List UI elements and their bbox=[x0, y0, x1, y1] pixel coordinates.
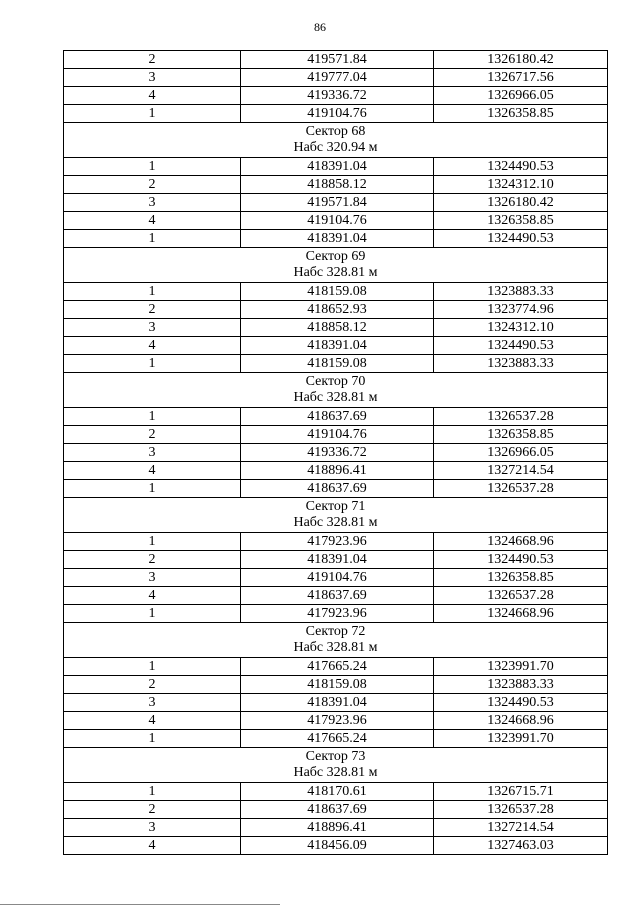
y-coordinate-cell: 1323883.33 bbox=[434, 283, 608, 301]
point-number-cell: 3 bbox=[64, 444, 241, 462]
sector-header-cell bbox=[64, 748, 608, 783]
table-row bbox=[64, 337, 608, 355]
coordinates-table bbox=[63, 50, 608, 855]
sector-header-row bbox=[64, 498, 608, 533]
point-number-cell: 3 bbox=[64, 194, 241, 212]
point-number-cell: 1 bbox=[64, 480, 241, 498]
y-coordinate-cell: 1324312.10 bbox=[434, 176, 608, 194]
point-number-cell: 1 bbox=[64, 605, 241, 623]
table-row bbox=[64, 426, 608, 444]
table-row bbox=[64, 569, 608, 587]
x-coordinate-cell: 417923.96 bbox=[241, 533, 434, 551]
point-number-cell: 3 bbox=[64, 569, 241, 587]
y-coordinate-cell: 1326180.42 bbox=[434, 194, 608, 212]
y-coordinate-cell: 1326358.85 bbox=[434, 569, 608, 587]
sector-header-cell bbox=[64, 498, 608, 533]
y-coordinate-cell: 1324668.96 bbox=[434, 712, 608, 730]
point-number-cell: 3 bbox=[64, 694, 241, 712]
y-coordinate-cell: 1326180.42 bbox=[434, 51, 608, 69]
table-row bbox=[64, 105, 608, 123]
y-coordinate-cell: 1324668.96 bbox=[434, 605, 608, 623]
y-coordinate-cell: 1326358.85 bbox=[434, 426, 608, 444]
table-row bbox=[64, 176, 608, 194]
point-number-cell: 1 bbox=[64, 283, 241, 301]
x-coordinate-cell: 418858.12 bbox=[241, 319, 434, 337]
x-coordinate-cell: 418896.41 bbox=[241, 819, 434, 837]
point-number-cell: 1 bbox=[64, 533, 241, 551]
x-coordinate-cell: 419104.76 bbox=[241, 426, 434, 444]
x-coordinate-cell: 418896.41 bbox=[241, 462, 434, 480]
table-row bbox=[64, 676, 608, 694]
y-coordinate-cell: 1326358.85 bbox=[434, 212, 608, 230]
x-coordinate-cell: 418391.04 bbox=[241, 158, 434, 176]
y-coordinate-cell: 1324668.96 bbox=[434, 533, 608, 551]
table-row bbox=[64, 212, 608, 230]
point-number-cell: 4 bbox=[64, 837, 241, 855]
x-coordinate-cell: 419571.84 bbox=[241, 51, 434, 69]
point-number-cell: 2 bbox=[64, 676, 241, 694]
sector-header-row bbox=[64, 623, 608, 658]
y-coordinate-cell: 1326358.85 bbox=[434, 105, 608, 123]
y-coordinate-cell: 1326966.05 bbox=[434, 444, 608, 462]
x-coordinate-cell: 417665.24 bbox=[241, 658, 434, 676]
point-number-cell: 2 bbox=[64, 801, 241, 819]
y-coordinate-cell: 1324312.10 bbox=[434, 319, 608, 337]
y-coordinate-cell: 1326715.71 bbox=[434, 783, 608, 801]
y-coordinate-cell: 1324490.53 bbox=[434, 230, 608, 248]
x-coordinate-cell: 417665.24 bbox=[241, 730, 434, 748]
table-row bbox=[64, 533, 608, 551]
y-coordinate-cell: 1326537.28 bbox=[434, 801, 608, 819]
x-coordinate-cell: 419571.84 bbox=[241, 194, 434, 212]
x-coordinate-cell: 418391.04 bbox=[241, 230, 434, 248]
x-coordinate-cell: 418159.08 bbox=[241, 355, 434, 373]
x-coordinate-cell: 418159.08 bbox=[241, 283, 434, 301]
point-number-cell: 1 bbox=[64, 230, 241, 248]
y-coordinate-cell: 1326537.28 bbox=[434, 587, 608, 605]
point-number-cell: 1 bbox=[64, 408, 241, 426]
x-coordinate-cell: 418159.08 bbox=[241, 676, 434, 694]
table-row bbox=[64, 158, 608, 176]
point-number-cell: 2 bbox=[64, 426, 241, 444]
table-row bbox=[64, 408, 608, 426]
x-coordinate-cell: 419104.76 bbox=[241, 105, 434, 123]
y-coordinate-cell: 1326537.28 bbox=[434, 408, 608, 426]
y-coordinate-cell: 1324490.53 bbox=[434, 337, 608, 355]
coordinates-table-body bbox=[64, 51, 608, 855]
y-coordinate-cell: 1324490.53 bbox=[434, 158, 608, 176]
table-row bbox=[64, 319, 608, 337]
x-coordinate-cell: 419104.76 bbox=[241, 212, 434, 230]
x-coordinate-cell: 419336.72 bbox=[241, 87, 434, 105]
point-number-cell: 2 bbox=[64, 301, 241, 319]
point-number-cell: 1 bbox=[64, 105, 241, 123]
point-number-cell: 2 bbox=[64, 51, 241, 69]
table-row bbox=[64, 605, 608, 623]
table-row bbox=[64, 587, 608, 605]
sector-header-row bbox=[64, 123, 608, 158]
table-row bbox=[64, 283, 608, 301]
sector-elevation: Набс 320.94 м bbox=[293, 140, 378, 155]
table-row bbox=[64, 801, 608, 819]
point-number-cell: 4 bbox=[64, 337, 241, 355]
y-coordinate-cell: 1326717.56 bbox=[434, 69, 608, 87]
table-row bbox=[64, 87, 608, 105]
sector-title: Сектор 71 bbox=[305, 499, 366, 514]
y-coordinate-cell: 1324490.53 bbox=[434, 694, 608, 712]
sector-elevation: Набс 328.81 м bbox=[293, 265, 378, 280]
table-row bbox=[64, 355, 608, 373]
x-coordinate-cell: 418637.69 bbox=[241, 801, 434, 819]
y-coordinate-cell: 1324490.53 bbox=[434, 551, 608, 569]
point-number-cell: 4 bbox=[64, 587, 241, 605]
point-number-cell: 2 bbox=[64, 176, 241, 194]
sector-header-row bbox=[64, 248, 608, 283]
table-row bbox=[64, 837, 608, 855]
sector-elevation: Набс 328.81 м bbox=[293, 640, 378, 655]
table-row bbox=[64, 444, 608, 462]
point-number-cell: 1 bbox=[64, 658, 241, 676]
sector-elevation: Набс 328.81 м bbox=[293, 390, 378, 405]
y-coordinate-cell: 1323883.33 bbox=[434, 676, 608, 694]
table-row bbox=[64, 462, 608, 480]
x-coordinate-cell: 418391.04 bbox=[241, 694, 434, 712]
point-number-cell: 4 bbox=[64, 462, 241, 480]
x-coordinate-cell: 418456.09 bbox=[241, 837, 434, 855]
point-number-cell: 1 bbox=[64, 783, 241, 801]
x-coordinate-cell: 417923.96 bbox=[241, 605, 434, 623]
sector-title: Сектор 68 bbox=[305, 124, 366, 139]
table-row bbox=[64, 694, 608, 712]
point-number-cell: 3 bbox=[64, 319, 241, 337]
table-row bbox=[64, 819, 608, 837]
sector-title: Сектор 72 bbox=[305, 624, 366, 639]
y-coordinate-cell: 1326537.28 bbox=[434, 480, 608, 498]
point-number-cell: 3 bbox=[64, 69, 241, 87]
sector-title: Сектор 69 bbox=[305, 249, 366, 264]
point-number-cell: 4 bbox=[64, 212, 241, 230]
x-coordinate-cell: 417923.96 bbox=[241, 712, 434, 730]
point-number-cell: 1 bbox=[64, 158, 241, 176]
x-coordinate-cell: 418391.04 bbox=[241, 337, 434, 355]
table-row bbox=[64, 51, 608, 69]
x-coordinate-cell: 418858.12 bbox=[241, 176, 434, 194]
table-row bbox=[64, 783, 608, 801]
point-number-cell: 4 bbox=[64, 87, 241, 105]
point-number-cell: 3 bbox=[64, 819, 241, 837]
sector-elevation: Набс 328.81 м bbox=[293, 765, 378, 780]
point-number-cell: 2 bbox=[64, 551, 241, 569]
sector-header-cell bbox=[64, 248, 608, 283]
table-row bbox=[64, 480, 608, 498]
x-coordinate-cell: 419104.76 bbox=[241, 569, 434, 587]
y-coordinate-cell: 1326966.05 bbox=[434, 87, 608, 105]
y-coordinate-cell: 1327214.54 bbox=[434, 819, 608, 837]
table-row bbox=[64, 712, 608, 730]
sector-header-row bbox=[64, 748, 608, 783]
sector-header-row bbox=[64, 373, 608, 408]
table-row bbox=[64, 230, 608, 248]
point-number-cell: 4 bbox=[64, 712, 241, 730]
y-coordinate-cell: 1323991.70 bbox=[434, 658, 608, 676]
table-row bbox=[64, 658, 608, 676]
page-number: 86 bbox=[314, 20, 326, 34]
x-coordinate-cell: 418637.69 bbox=[241, 587, 434, 605]
x-coordinate-cell: 419777.04 bbox=[241, 69, 434, 87]
sector-header-cell bbox=[64, 373, 608, 408]
sector-title: Сектор 73 bbox=[305, 749, 366, 764]
y-coordinate-cell: 1323774.96 bbox=[434, 301, 608, 319]
sector-header-cell bbox=[64, 623, 608, 658]
table-row bbox=[64, 551, 608, 569]
table-row bbox=[64, 730, 608, 748]
y-coordinate-cell: 1323883.33 bbox=[434, 355, 608, 373]
x-coordinate-cell: 418170.61 bbox=[241, 783, 434, 801]
x-coordinate-cell: 419336.72 bbox=[241, 444, 434, 462]
y-coordinate-cell: 1327463.03 bbox=[434, 837, 608, 855]
sector-title: Сектор 70 bbox=[305, 374, 366, 389]
table-row bbox=[64, 69, 608, 87]
x-coordinate-cell: 418637.69 bbox=[241, 408, 434, 426]
point-number-cell: 1 bbox=[64, 730, 241, 748]
x-coordinate-cell: 418652.93 bbox=[241, 301, 434, 319]
x-coordinate-cell: 418391.04 bbox=[241, 551, 434, 569]
y-coordinate-cell: 1323991.70 bbox=[434, 730, 608, 748]
x-coordinate-cell: 418637.69 bbox=[241, 480, 434, 498]
point-number-cell: 1 bbox=[64, 355, 241, 373]
table-row bbox=[64, 194, 608, 212]
sector-elevation: Набс 328.81 м bbox=[293, 515, 378, 530]
table-row bbox=[64, 301, 608, 319]
y-coordinate-cell: 1327214.54 bbox=[434, 462, 608, 480]
sector-header-cell bbox=[64, 123, 608, 158]
